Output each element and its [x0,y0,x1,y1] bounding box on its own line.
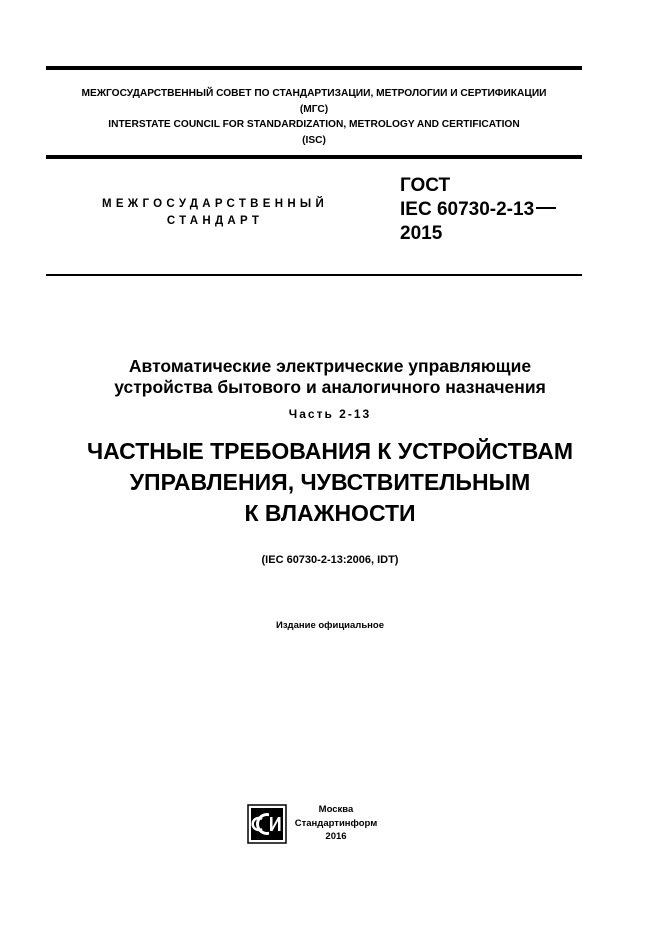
publisher-name: Стандартинформ [294,817,378,829]
standard-type-line1: МЕЖГОСУДАРСТВЕННЫЙ [101,198,329,210]
gost-label: ГОСТ [400,175,451,196]
title-line2: устройства бытового и аналогичного назначения [114,377,546,397]
council-en-line1: INTERSTATE COUNCIL FOR STANDARDIZATION, METROLOGY AND CERTIFICATION [108,119,520,130]
title-line1: Автоматические электрические управляющие [128,356,532,376]
dash-mark [536,207,556,209]
publisher-info [290,803,382,844]
designation-divider [46,274,582,276]
standartinform-logo-icon [247,804,287,844]
gost-year: 2015 [400,223,443,244]
gost-number: IEC 60730-2-13 [400,199,535,220]
council-en-line2: (ISC) [302,134,326,146]
council-ru-line2: (МГС) [299,103,329,115]
publisher-year: 2016 [325,831,347,842]
iec-reference: (IEC 60730-2-13:2006, IDT) [261,554,399,566]
council-header [46,86,582,148]
part-number: Часть 2-13 [288,407,372,421]
council-ru-line1: МЕЖГОСУДАРСТВЕННЫЙ СОВЕТ ПО СТАНДАРТИЗАЦИИ, МЕТРОЛОГИИ И СЕРТИФИКАЦИИ [81,88,547,99]
subtitle-line1: ЧАСТНЫЕ ТРЕБОВАНИЯ К УСТРОЙСТВАМ [86,438,574,464]
subtitle-line2: УПРАВЛЕНИЯ, ЧУВСТВИТЕЛЬНЫМ [129,469,531,495]
document-subtitle [46,436,614,529]
edition-note: Издание официальное [276,620,384,631]
top-rule [46,66,582,70]
gost-designation [400,174,556,246]
document-title [46,356,614,398]
gost-number-row [400,198,556,222]
header-divider [46,155,582,159]
subtitle-line3: К ВЛАЖНОСТИ [244,500,416,526]
standard-type-line2: СТАНДАРТ [166,215,264,227]
standard-type-label [70,196,360,230]
publisher-city: Москва [318,804,354,815]
